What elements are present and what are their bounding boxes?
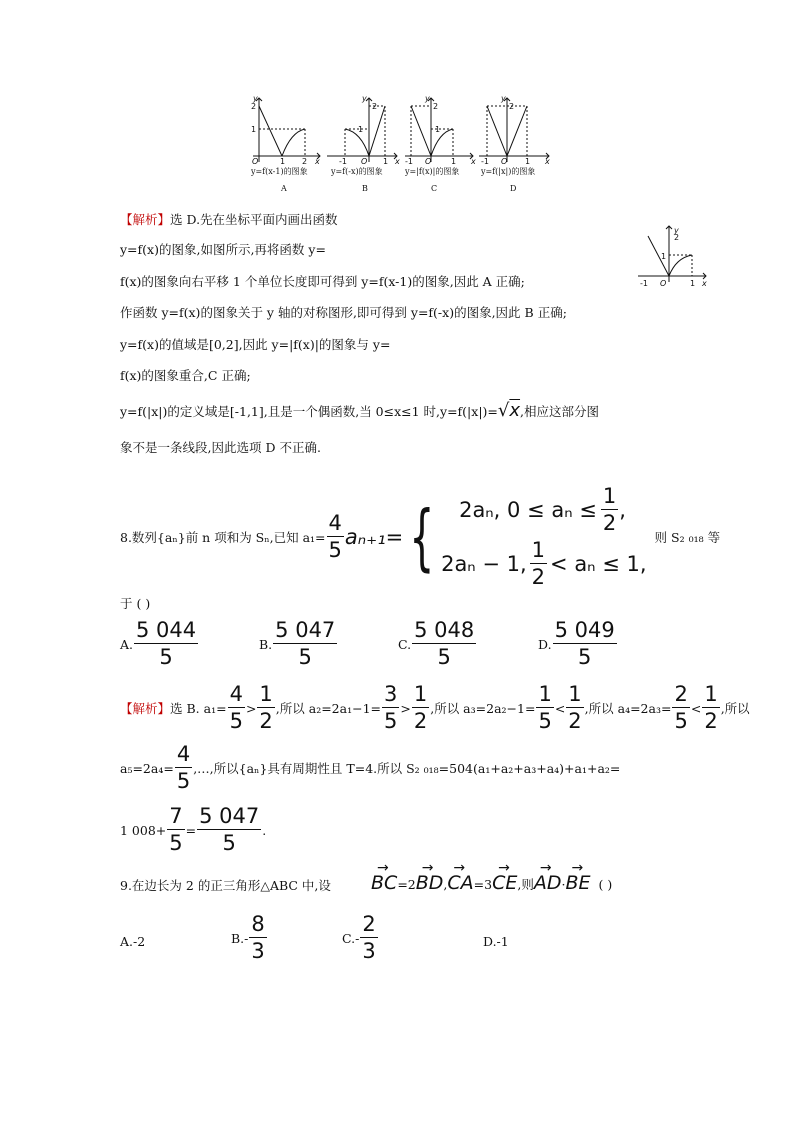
- svg-text:2: 2: [302, 157, 308, 166]
- q8-option-b[interactable]: B. $\frac{5 047}{5}$: [259, 618, 336, 669]
- side-graph: [636, 224, 712, 290]
- q8-stem-cont: 于 ( ): [120, 596, 151, 611]
- svg-text:2: 2: [433, 102, 439, 111]
- graphs-svg: [245, 92, 550, 200]
- svg-text:1: 1: [661, 252, 667, 261]
- letter-b: B: [362, 184, 368, 193]
- svg-text:O: O: [361, 157, 368, 166]
- letter-c: C: [431, 184, 438, 193]
- svg-text:2: 2: [372, 102, 378, 111]
- sol8-line3: 1 008+ $\frac{7}{5}$ = $\frac{5 047}{5}$ .: [120, 804, 267, 855]
- solution-tag: 【解析】: [120, 212, 171, 227]
- svg-text:-1: -1: [405, 157, 413, 166]
- svg-text:x: x: [315, 157, 320, 166]
- svg-text:O: O: [425, 157, 432, 166]
- svg-text:x: x: [702, 279, 707, 288]
- a1-fraction: $\frac{4}{5}$: [328, 511, 342, 562]
- graph-a: [253, 98, 320, 162]
- piecewise-cases: 2aₙ, 0 ≤ aₙ ≤ $\frac{1}{2}$ , 2aₙ − 1, $\frac{1}{2}$ < aₙ ≤ 1,: [441, 484, 647, 589]
- sol8-line2: a₅=2a₄= $\frac{4}{5}$ ,…,所以{aₙ}具有周期性且 T=4.所以 S₂ ₀₁₈=504(a₁+a₂+a₃+a₄)+a₁+a₂=: [120, 742, 621, 793]
- svg-text:1: 1: [451, 157, 457, 166]
- svg-text:-1: -1: [640, 279, 648, 288]
- svg-text:1: 1: [280, 157, 286, 166]
- caption-a: y=f(x-1)的图象: [251, 167, 308, 176]
- sol7-line6: f(x)的图象重合,C 正确;: [120, 368, 251, 383]
- svg-text:1: 1: [525, 157, 531, 166]
- svg-text:O: O: [660, 279, 667, 288]
- q9-vectors: BC → =2 BD → , CA → =3 CE → ,则 AD → · BE → ( ): [371, 860, 613, 894]
- letter-d: D: [510, 184, 517, 193]
- svg-text:y: y: [362, 94, 367, 103]
- svg-text:2: 2: [674, 233, 680, 242]
- svg-text:y: y: [253, 94, 258, 103]
- svg-text:x: x: [395, 157, 400, 166]
- caption-c: y=|f(x)|的图象: [405, 167, 460, 176]
- svg-text:1: 1: [690, 279, 696, 288]
- q8-option-c[interactable]: C. $\frac{5 048}{5}$: [398, 618, 475, 669]
- svg-text:1: 1: [383, 157, 389, 166]
- svg-text:2: 2: [251, 102, 257, 111]
- q9-option-c[interactable]: C.- $\frac{2}{3}$: [342, 912, 376, 963]
- svg-text:O: O: [252, 157, 259, 166]
- sol8-line1: 【解析】 选 B. a₁= $\frac{4}{5}$ > $\frac{1}{2}$ ,所以 a₂=2a₁−1= $\frac{3}{5}$ > $\frac{1}{2}$ ,所以 a₃=2a₂−1= $\frac{1}{5}$ < $\frac{1}{2}$ ,所以 a₄=2a₃= $\frac{2}{5}$ < $\frac{1}{2}$ ,所以: [120, 682, 750, 733]
- vec-bc-text: BC →: [371, 860, 398, 894]
- q9-stem: 9.在边长为 2 的正三角形△ABC 中,设: [120, 878, 331, 893]
- sol7-line2: y=f(x)的图象,如图所示,再将函数 y=: [120, 242, 326, 257]
- q9-option-d[interactable]: D.-1: [483, 934, 509, 949]
- svg-text:-1: -1: [339, 157, 347, 166]
- svg-text:O: O: [501, 157, 508, 166]
- svg-text:1: 1: [251, 125, 257, 134]
- sqrt-x: √x: [497, 400, 521, 421]
- svg-text:y: y: [501, 94, 506, 103]
- piecewise-brace: {: [409, 495, 435, 579]
- svg-text:y: y: [425, 94, 430, 103]
- caption-d: y=f(|x|)的图象: [481, 167, 536, 176]
- q9-option-b[interactable]: B.- $\frac{8}{3}$: [231, 912, 265, 963]
- svg-text:1: 1: [358, 125, 364, 134]
- q9-option-a[interactable]: A.-2: [120, 934, 146, 949]
- caption-b: y=f(-x)的图象: [331, 167, 383, 176]
- sol7-line3: f(x)的图象向右平移 1 个单位长度即可得到 y=f(x-1)的图象,因此 A 正确;: [120, 274, 525, 289]
- svg-text:y: y: [674, 226, 679, 235]
- side-graph-svg: [636, 224, 712, 290]
- svg-text:1: 1: [435, 125, 441, 134]
- graphs-row: [245, 92, 550, 200]
- sol7-line7: y=f(|x|)的定义域是[-1,1],且是一个偶函数,当 0≤x≤1 时,y=f(|x|)=√x,相应这部分图: [120, 400, 600, 421]
- sol7-line1: 【解析】选 D.先在坐标平面内画出函数: [120, 212, 338, 227]
- letter-a: A: [281, 184, 287, 193]
- svg-text:-1: -1: [481, 157, 489, 166]
- sol7-line4: 作函数 y=f(x)的图象关于 y 轴的对称图形,即可得到 y=f(-x)的图象,因此 B 正确;: [120, 305, 567, 320]
- q8-stem: 8.数列{aₙ}前 n 项和为 Sₙ,已知 a₁= $\frac{4}{5}$ aₙ₊₁= { 2aₙ, 0 ≤ aₙ ≤ $\frac{1}{2}$ , 2aₙ − 1, $\frac{1}{2}$ < aₙ ≤ 1, 则 S₂ ₀₁₈ 等: [120, 484, 721, 589]
- sol7-line8: 象不是一条线段,因此选项 D 不正确.: [120, 440, 321, 455]
- sol7-line5: y=f(x)的值域是[0,2],因此 y=|f(x)|的图象与 y=: [120, 337, 391, 352]
- q8-option-d[interactable]: D. $\frac{5 049}{5}$: [538, 618, 615, 669]
- svg-text:x: x: [545, 157, 550, 166]
- svg-text:2: 2: [509, 102, 515, 111]
- q8-option-a[interactable]: A. $\frac{5 044}{5}$: [120, 618, 197, 669]
- svg-text:x: x: [471, 157, 476, 166]
